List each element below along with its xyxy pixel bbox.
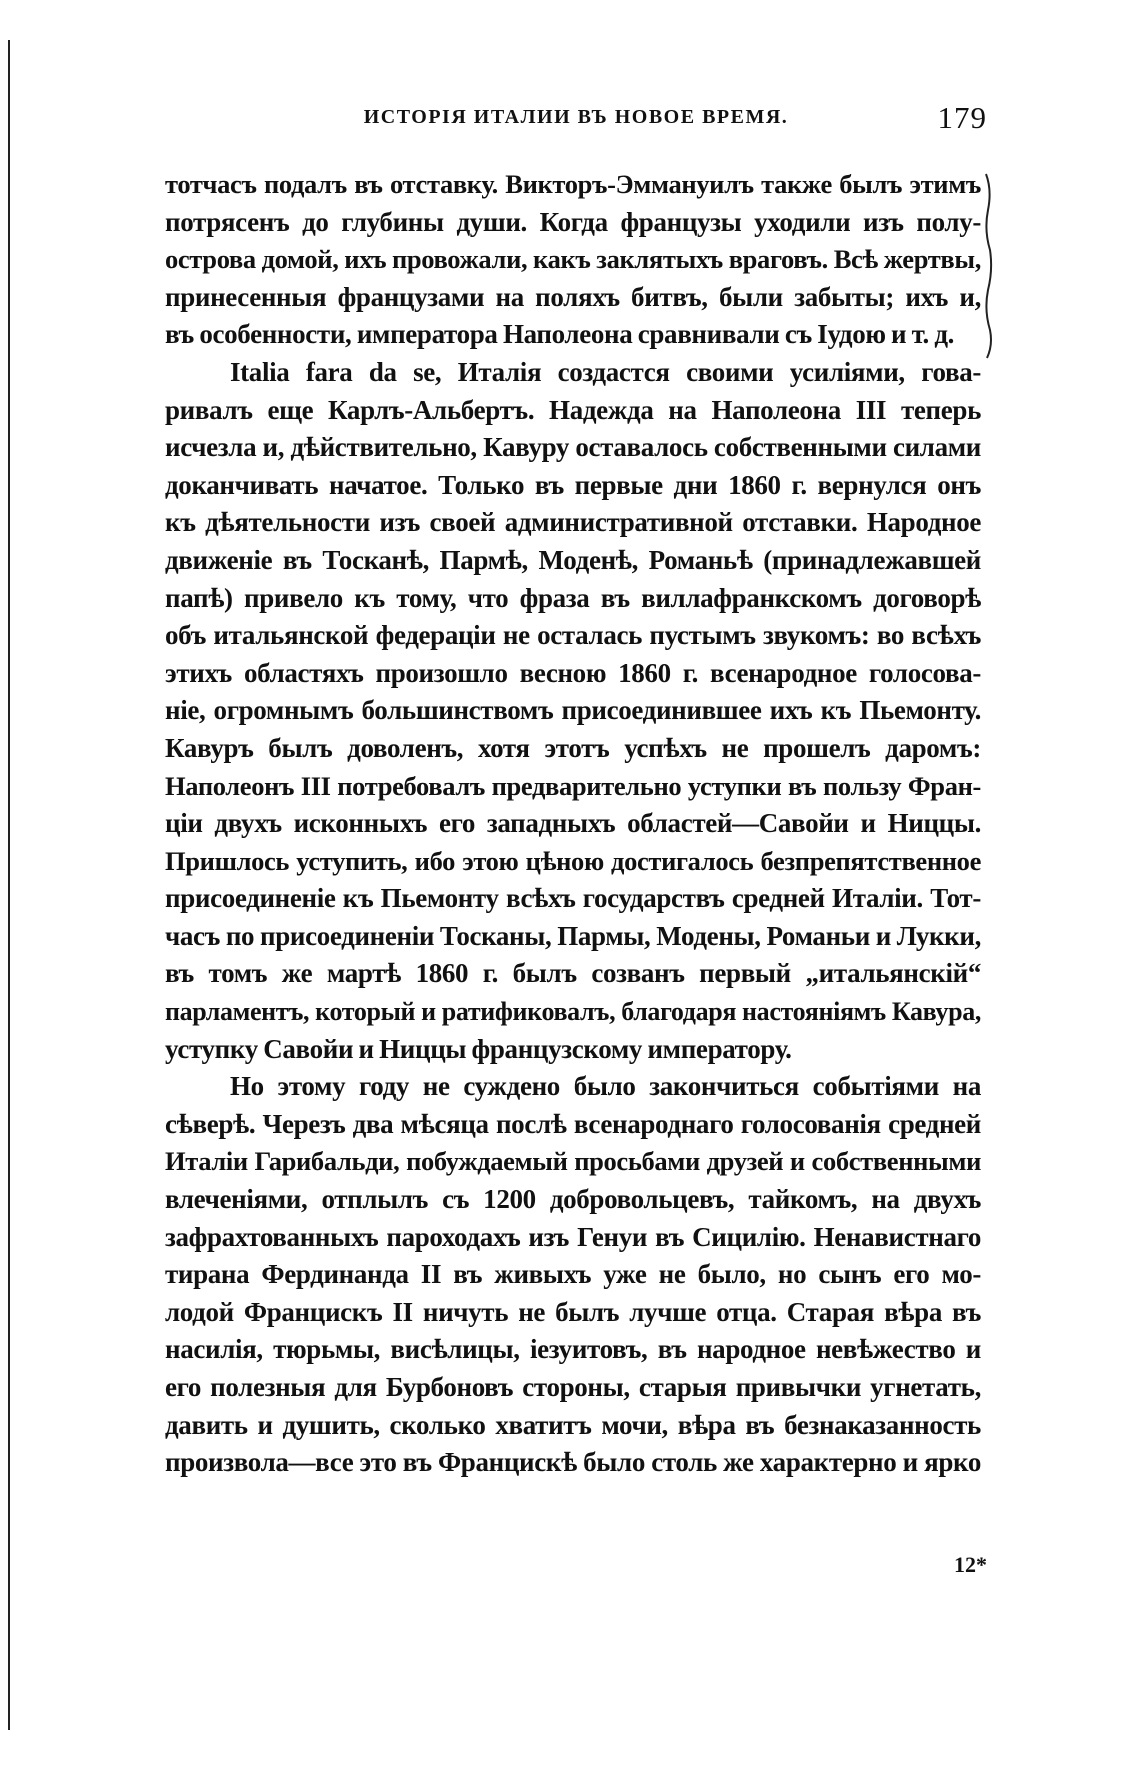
text-line: исчезла и, дѣйствительно, Кавуру оставалось собственными силами: [165, 432, 981, 463]
text-line: сѣверѣ. Черезъ два мѣсяца послѣ всенароднаго голосованія средней: [165, 1108, 981, 1139]
text-line: лодой Францискъ II ничуть не былъ лучше отца. Старая вѣра въ: [165, 1296, 981, 1327]
text-line: движеніе въ Тосканѣ, Пармѣ, Моденѣ, Романьѣ (принадлежавшей: [165, 544, 981, 575]
text-line: Кавуръ былъ доволенъ, хотя этотъ успѣхъ не прошелъ даромъ:: [165, 732, 981, 763]
text-line: тирана Фердинанда II въ живыхъ уже не было, но сынъ его мо-: [165, 1259, 981, 1290]
margin-bracket-mark: [984, 170, 994, 360]
page-number: 179: [937, 100, 987, 135]
scan-edge-line: [8, 40, 10, 1730]
text-line: тотчасъ подалъ въ отставку. Викторъ-Эммануилъ также былъ этимъ: [165, 169, 981, 199]
signature-mark: 12*: [954, 1552, 987, 1577]
text-line: этихъ областяхъ произошло весною 1860 г. всенародное голосова-: [165, 657, 981, 688]
text-line: къ дѣятельности изъ своей административной отставки. Народное: [165, 507, 981, 538]
text-line: ніе, огромнымъ большинствомъ присоединившее ихъ къ Пьемонту.: [165, 695, 981, 726]
text-line: Но этому году не суждено было закончиться событіями на: [230, 1071, 981, 1102]
text-line: часъ по присоединеніи Тосканы, Пармы, Модены, Романьи и Лукки,: [165, 920, 981, 951]
running-title: ИСТОРІЯ ИТАЛИИ ВЪ НОВОЕ ВРЕМЯ.: [363, 106, 789, 128]
text-line: острова домой, ихъ провожали, какъ заклятыхъ враговъ. Всѣ жертвы,: [165, 244, 981, 275]
text-line: потрясенъ до глубины души. Когда французы уходили изъ полу-: [165, 206, 981, 237]
text-line: въ томъ же мартѣ 1860 г. былъ созванъ первый „итальянскій“: [165, 958, 981, 989]
text-line: Пришлось уступить, ибо этою цѣною достигалось безпрепятственное: [165, 845, 981, 876]
body-text: [165, 166, 981, 1482]
text-line: уступку Савойи и Ниццы французскому императору.: [165, 1033, 792, 1064]
running-head: [165, 100, 987, 140]
text-line: въ особенности, императора Наполеона сравнивали съ Іудою и т. д.: [165, 319, 955, 350]
text-line: Наполеонъ III потребовалъ предварительно уступки въ пользу Фран-: [165, 770, 981, 801]
text-line: присоединеніе къ Пьемонту всѣхъ государствъ средней Италіи. Тот-: [165, 883, 981, 914]
text-line: Italia fara da se, Италія создастся своими усиліями, гова-: [230, 356, 981, 387]
text-line: парламентъ, который и ратификовалъ, благодаря настояніямъ Кавура,: [165, 997, 981, 1027]
text-line: Италіи Гарибальди, побуждаемый просьбами друзей и собственными: [165, 1146, 981, 1177]
text-line: насилія, тюрьмы, висѣлицы, іезуитовъ, въ народное невѣжество и: [165, 1334, 981, 1365]
text-line: ривалъ еще Карлъ-Альбертъ. Надежда на Наполеона III теперь: [165, 394, 981, 425]
text-line: зафрахтованныхъ пароходахъ изъ Генуи въ Сицилію. Ненавистнаго: [165, 1221, 981, 1252]
text-line: объ итальянской федераціи не осталась пустымъ звукомъ: во всѣхъ: [165, 620, 981, 651]
text-line: папѣ) привело къ тому, что фраза въ виллафранкскомъ договорѣ: [165, 582, 981, 613]
text-line: произвола—все это въ Францискѣ было столь же характерно и ярко: [165, 1447, 981, 1478]
text-line: влеченіями, отплылъ съ 1200 добровольцевъ, тайкомъ, на двухъ: [165, 1184, 981, 1215]
text-line: давить и душить, сколько хватитъ мочи, вѣра въ безнаказанность: [165, 1409, 981, 1440]
text-line: принесенныя французами на поляхъ битвъ, были забыты; ихъ и,: [165, 281, 981, 312]
text-line: ціи двухъ исконныхъ его западныхъ областей—Савойи и Ниццы.: [165, 808, 981, 839]
text-line: его полезныя для Бурбоновъ стороны, старыя привычки угнетать,: [165, 1372, 981, 1402]
text-line: доканчивать начатое. Только въ первые дни 1860 г. вернулся онъ: [165, 469, 981, 500]
